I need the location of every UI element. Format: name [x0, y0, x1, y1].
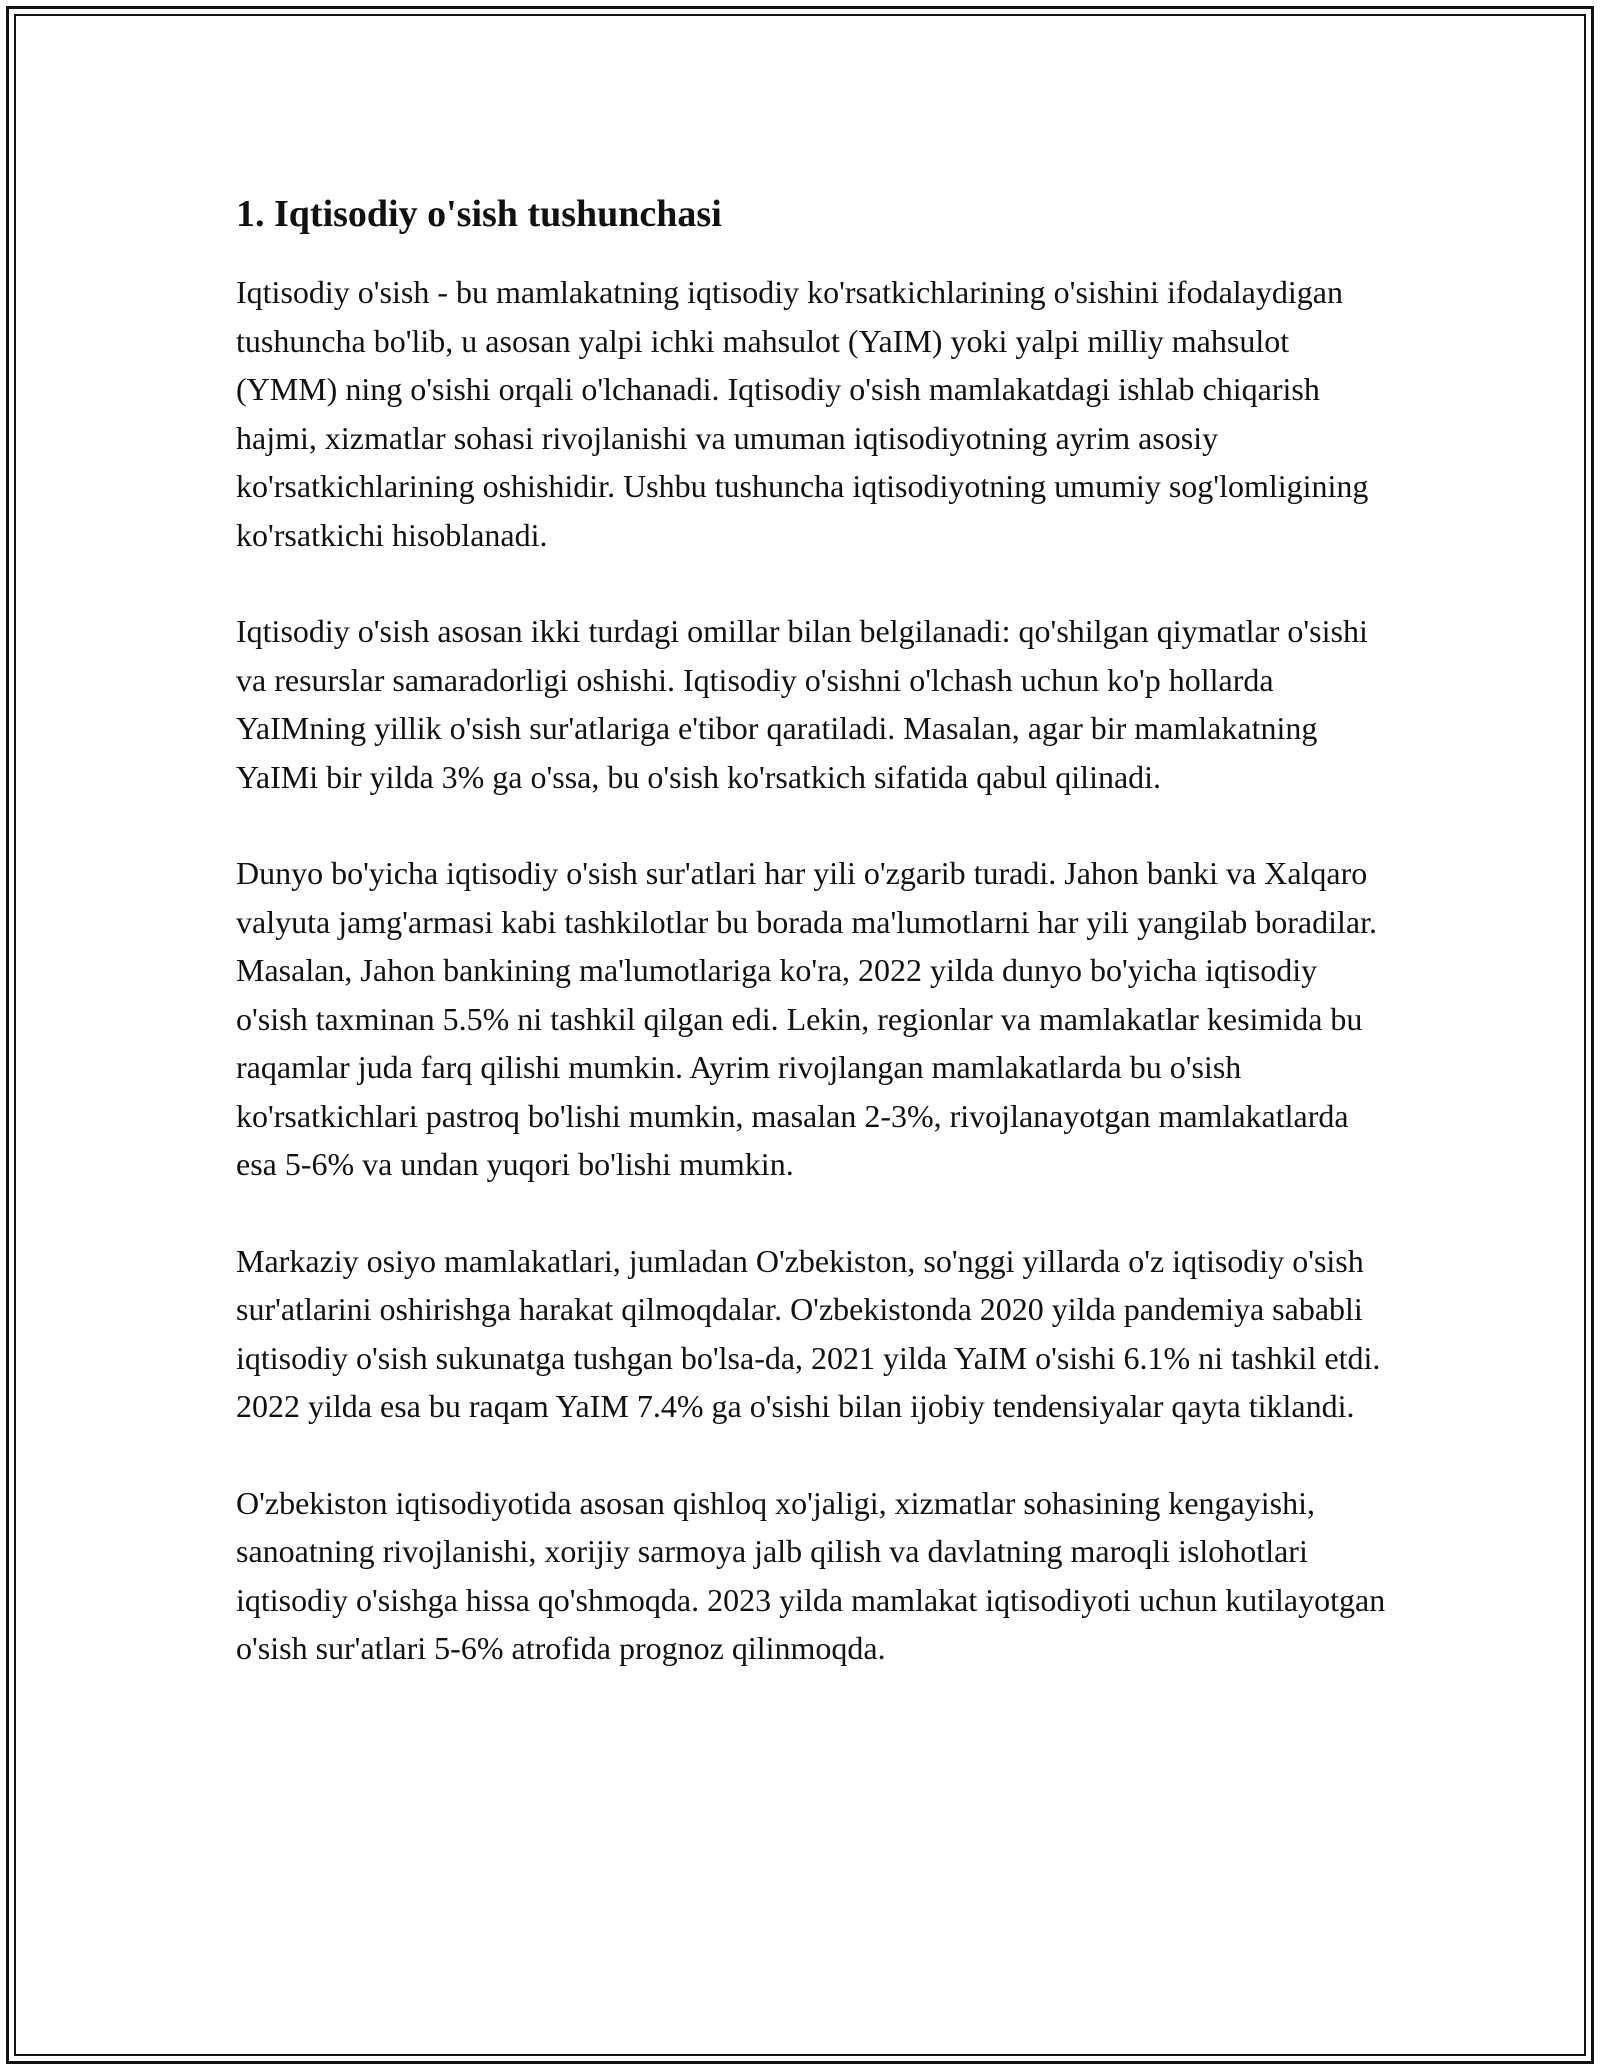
paragraph-4: Markaziy osiyo mamlakatlari, jumladan O'zbekiston, so'nggi yillarda o'z iqtisodiy o'sish sur'atlarini oshirishga harakat qilmoqdalar. O'zbekistonda 2020 yilda pandemiya sababli iqtisodiy o'sish sukunatga tushgan bo'lsa-da, 2021 yilda YaIM o'sishi 6.1% ni tashkil etdi. 2022 yilda esa bu raqam YaIM 7.4% ga o'sishi bilan ijobiy tendensiyalar qayta tiklandi.: [236, 1242, 1381, 1424]
section-heading: 1. Iqtisodiy o'sish tushunchasi: [236, 193, 722, 235]
paragraph-1: Iqtisodiy o'sish - bu mamlakatning iqtisodiy ko'rsatkichlarining o'sishini ifodalaydigan tushuncha bo'lib, u asosan yalpi ichki mahsulot (YaIM) yoki yalpi milliy mahsulot (YMM) ning o'sishi orqali o'lchanadi. Iqtisodiy o'sish mamlakatdagi ishlab chiqarish hajmi, xizmatlar sohasi rivojlanishi va umuman iqtisodiyotning ayrim asosiy ko'rsatkichlarining oshishidir. Ushbu tushuncha iqtisodiyotning umumiy sog'lomligining ko'rsatkichi hisoblanadi.: [236, 274, 1369, 553]
document-body: [236, 186, 1386, 1721]
paragraph-5: O'zbekiston iqtisodiyotida asosan qishloq xo'jaligi, xizmatlar sohasining kengayishi, sanoatning rivojlanishi, xorijiy sarmoya jalb qilish va davlatning maroqli islohotlari iqtisodiy o'sishga hissa qo'shmoqda. 2023 yilda mamlakat iqtisodiyoti uchun kutilayotgan o'sish sur'atlari 5-6% atrofida prognoz qilinmoqda.: [236, 1484, 1386, 1666]
paragraph-3: Dunyo bo'yicha iqtisodiy o'sish sur'atlari har yili o'zgarib turadi. Jahon banki va Xalqaro valyuta jamg'armasi kabi tashkilotlar bu borada ma'lumotlarni har yili yangilab boradilar. Masalan, Jahon bankining ma'lumotlariga ko'ra, 2022 yilda dunyo bo'yicha iqtisodiy o'sish taxminan 5.5% ni tashkil qilgan edi. Lekin, regionlar va mamlakatlar kesimida bu raqamlar juda farq qilishi mumkin. Ayrim rivojlangan mamlakatlarda bu o'sish ko'rsatkichlari pastroq bo'lishi mumkin, masalan 2-3%, rivojlanayotgan mamlakatlarda esa 5-6% va undan yuqori bo'lishi mumkin.: [236, 855, 1377, 1182]
paragraph-2: Iqtisodiy o'sish asosan ikki turdagi omillar bilan belgilanadi: qo'shilgan qiymatlar o'sishi va resurslar samaradorligi oshishi. Iqtisodiy o'sishni o'lchash uchun ko'p hollarda YaIMning yillik o'sish sur'atlariga e'tibor qaratiladi. Masalan, agar bir mamlakatning YaIMi bir yilda 3% ga o'ssa, bu o'sish ko'rsatkich sifatida qabul qilinadi.: [236, 613, 1368, 795]
